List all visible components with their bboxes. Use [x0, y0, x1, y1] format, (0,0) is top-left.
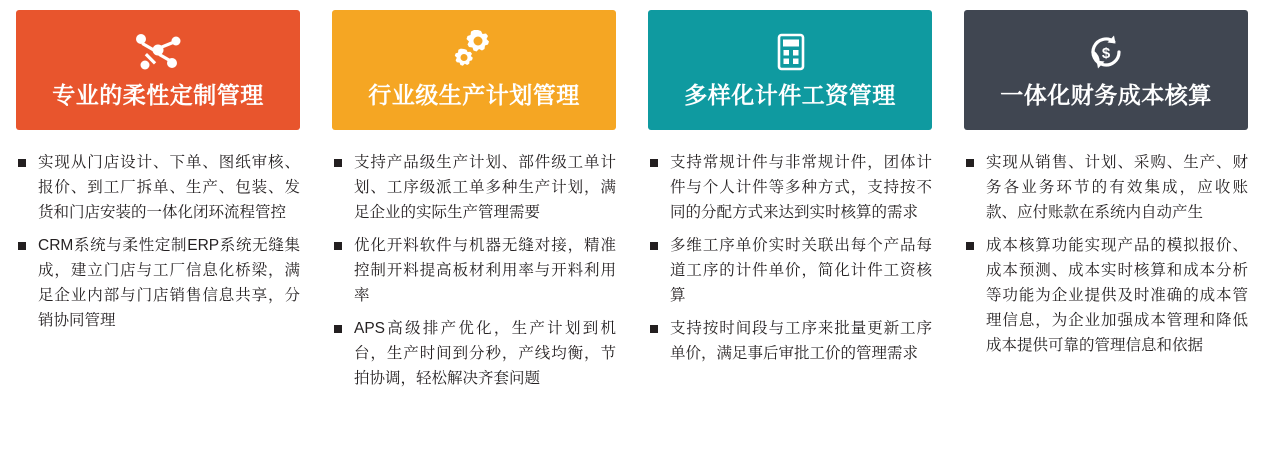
- list-item: 实现从销售、计划、采购、生产、财务各业务环节的有效集成，应收账款、应付账款在系统内自动产生: [964, 150, 1248, 225]
- calculator-icon: [764, 28, 816, 76]
- card-title: 专业的柔性定制管理: [52, 82, 264, 108]
- card-header-financial-costing: [964, 10, 1248, 130]
- list-item: 实现从门店设计、下单、图纸审核、报价、到工厂拆单、生产、包装、发货和门店安装的一体化闭环流程管控: [16, 150, 300, 225]
- cost-refresh-icon: [1080, 28, 1132, 76]
- list-item: 支持按时间段与工序来批量更新工序单价，满足事后审批工价的管理需求: [648, 316, 932, 366]
- list-item: 优化开料软件与机器无缝对接，精准控制开料提高板材利用率与开料利用率: [332, 233, 616, 308]
- bullet-list: [964, 150, 1248, 366]
- feature-column-production-planning: [316, 10, 632, 399]
- card-title: 行业级生产计划管理: [368, 82, 580, 108]
- card-header-production-planning: [332, 10, 616, 130]
- list-item: 多维工序单价实时关联出每个产品每道工序的计件单价，简化计件工资核算: [648, 233, 932, 308]
- card-title: 一体化财务成本核算: [1000, 82, 1212, 108]
- card-header-piecework-wage: [648, 10, 932, 130]
- feature-column-piecework-wage: [632, 10, 948, 374]
- list-item: CRM系统与柔性定制ERP系统无缝集成，建立门店与工厂信息化桥梁，满足企业内部与门店销售信息共享，分销协同管理: [16, 233, 300, 333]
- gears-icon: [448, 28, 500, 76]
- bullet-list: [332, 150, 616, 399]
- card-title: 多样化计件工资管理: [684, 82, 896, 108]
- list-item: 支持产品级生产计划、部件级工单计划、工序级派工单多种生产计划，满足企业的实际生产管理需要: [332, 150, 616, 225]
- list-item: APS高级排产优化，生产计划到机台，生产时间到分秒，产线均衡，节拍协调，轻松解决齐套问题: [332, 316, 616, 391]
- feature-column-flexible-customization: [0, 10, 316, 341]
- list-item: 支持常规计件与非常规计件，团体计件与个人计件等多种方式，支持按不同的分配方式来达到实时核算的需求: [648, 150, 932, 225]
- bullet-list: [16, 150, 300, 341]
- feature-column-financial-costing: [948, 10, 1264, 366]
- molecule-icon: [132, 28, 184, 76]
- svg-text:$: $: [1101, 45, 1111, 62]
- card-header-flexible-customization: [16, 10, 300, 130]
- list-item: 成本核算功能实现产品的模拟报价、成本预测、成本实时核算和成本分析等功能为企业提供及时准确的成本管理信息，为企业加强成本管理和降低成本提供可靠的管理信息和依据: [964, 233, 1248, 358]
- bullet-list: [648, 150, 932, 374]
